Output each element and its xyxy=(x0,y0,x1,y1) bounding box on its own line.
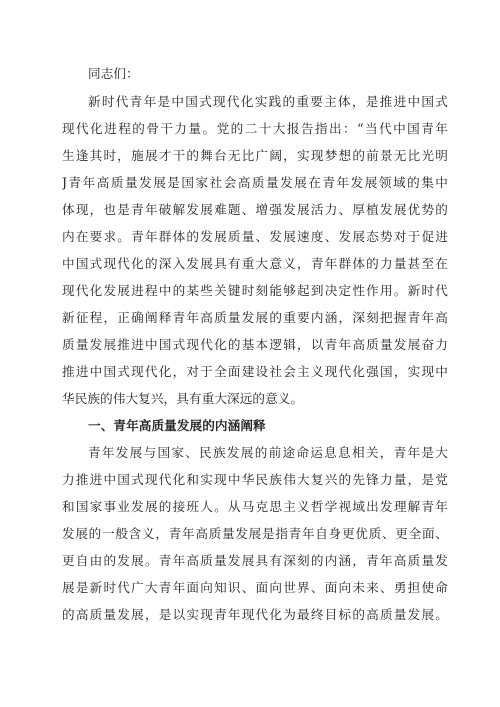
paragraph-1-line-3: 生逢其时，施展才干的舞台无比广阔，实现梦想的前景无比光明 xyxy=(62,148,448,163)
salutation: 同志们： xyxy=(88,66,139,81)
paragraph-2-line-3: 和国家事业发展的接班人。从马克思主义哲学视域出发理解青年 xyxy=(62,499,448,514)
paragraph-1-line-4: J青年高质量发展是国家社会高质量发展在青年发展领域的集中 xyxy=(62,175,448,190)
paragraph-1-line-12: 华民族的伟大复兴，具有重大深远的意义。 xyxy=(62,391,304,406)
paragraph-2-line-4: 发展的一般含义，青年高质量发展是指青年自身更优质、更全面、 xyxy=(62,526,448,541)
paragraph-2-line-5: 更自由的发展。青年高质量发展具有深刻的内涵，青年高质量发 xyxy=(62,553,448,568)
paragraph-1-line-10: 质量发展推进中国式现代化的基本逻辑，以青年高质量发展奋力 xyxy=(62,337,448,352)
paragraph-1-line-8: 现代化发展进程中的某些关键时刻能够起到决定性作用。新时代 xyxy=(62,283,448,298)
paragraph-2-line-1: 青年发展与国家、民族发展的前途命运息息相关，青年是大 xyxy=(88,445,448,460)
section-heading: 一、青年高质量发展的内涵阐释 xyxy=(88,418,266,433)
paragraph-2-line-2: 力推进中国式现代化和实现中华民族伟大复兴的先锋力量，是党 xyxy=(62,472,448,487)
paragraph-1-line-7: 中国式现代化的深入发展具有重大意义，青年群体的力量甚至在 xyxy=(62,256,448,271)
paragraph-2-line-7: 的高质量发展，是以实现青年现代化为最终目标的高质量发展。 xyxy=(62,607,448,622)
paragraph-1-line-5: 体现，也是青年破解发展难题、增强发展活力、厚植发展优势的 xyxy=(62,202,448,217)
paragraph-1-line-2: 现代化进程的骨干力量。党的二十大报告指出：“当代中国青年 xyxy=(62,121,448,136)
paragraph-1-line-6: 内在要求。青年群体的发展质量、发展速度、发展态势对于促进 xyxy=(62,229,448,244)
paragraph-1-line-11: 推进中国式现代化，对于全面建设社会主义现代化强国，实现中 xyxy=(62,364,448,379)
paragraph-1-line-9: 新征程，正确阐释青年高质量发展的重要内涵，深刻把握青年高 xyxy=(62,310,448,325)
paragraph-2-line-6: 展是新时代广大青年面向知识、面向世界、面向未来、勇担使命 xyxy=(62,580,448,595)
paragraph-1-line-1: 新时代青年是中国式现代化实践的重要主体，是推进中国式 xyxy=(88,94,448,109)
